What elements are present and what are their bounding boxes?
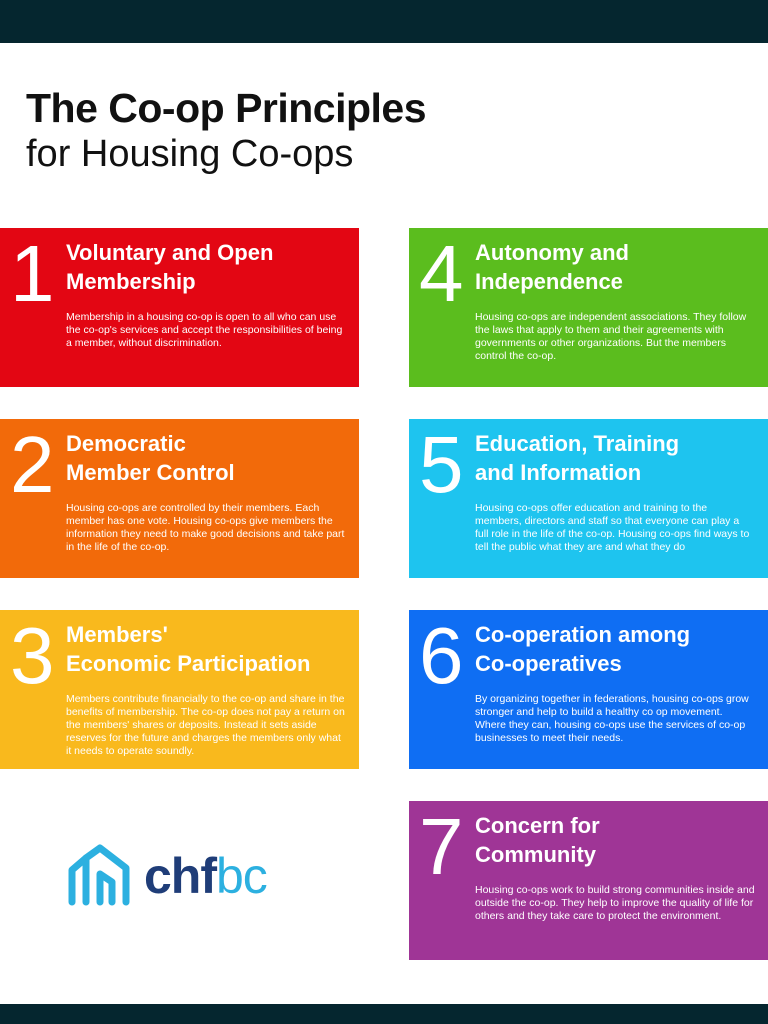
logo-part-chf: chf — [144, 848, 216, 904]
heading-line: and Information — [475, 460, 642, 485]
principle-card-5 — [409, 419, 768, 578]
heading-line: Co-operation among — [475, 622, 691, 647]
heading-line: Community — [475, 842, 596, 867]
principle-number: 4 — [419, 229, 464, 318]
principle-description: Membership in a housing co-op is open to all who can use the co-op's services and accept the responsibilities of being a member, without discrimination. — [66, 311, 343, 349]
principle-number: 6 — [419, 611, 464, 700]
logo-wordmark — [144, 848, 267, 904]
heading-line: Independence — [475, 269, 623, 294]
principle-number: 1 — [10, 229, 55, 318]
principle-card-1 — [0, 228, 359, 387]
principle-heading — [66, 620, 351, 678]
heading-line: Autonomy and — [475, 240, 629, 265]
principle-description: Housing co-ops work to build strong communities inside and outside the co-op. They help to improve the quality of life for others and they take care to protect the environment. — [475, 884, 755, 922]
logo-part-bc: bc — [216, 848, 267, 904]
principle-description: Housing co-ops offer education and training to the members, directors and staff so that everyone can play a full role in the life of the co-op. Housing co-ops find ways to tell the public what they are and what they do — [475, 502, 750, 553]
heading-line: Education, Training — [475, 431, 680, 456]
principle-heading — [475, 620, 760, 678]
principle-card-6 — [409, 610, 768, 769]
principle-description: By organizing together in federations, housing co-ops grow stronger and help to build a healthy co op movement. Where they can, housing co-ops use the services of co-op businesses to meet their needs. — [475, 693, 749, 744]
heading-line: Voluntary and Open — [66, 240, 274, 265]
heading-line: Concern for — [475, 813, 600, 838]
heading-line: Membership — [66, 269, 196, 294]
principle-card-2 — [0, 419, 359, 578]
principle-card-3 — [0, 610, 359, 769]
page-title-line1: The Co-op Principles — [26, 85, 427, 131]
heading-line: Members' — [66, 622, 168, 647]
principle-number: 5 — [419, 420, 464, 509]
principle-description: Housing co-ops are controlled by their members. Each member has one vote. Housing co-ops give members the information they need to make good decisions and take part in the life of the co-op. — [66, 502, 345, 553]
page-title — [26, 84, 426, 176]
page-title-line2: for Housing Co-ops — [26, 133, 354, 175]
house-icon — [64, 844, 136, 910]
heading-line: Democratic — [66, 431, 186, 456]
principle-number: 2 — [10, 420, 55, 509]
principle-card-4 — [409, 228, 768, 387]
chfbc-logo — [64, 844, 314, 910]
principle-card-7 — [409, 801, 768, 960]
principle-heading — [475, 429, 760, 487]
top-bar — [0, 0, 768, 43]
principle-description: Members contribute financially to the co-op and share in the benefits of membership. The co-op does not pay a return on the members' shares or deposits. Instead it sets aside reserves for the future and charges the members only what it needs to operate soundly. — [66, 693, 345, 757]
principle-description: Housing co-ops are independent associations. They follow the laws that apply to them and their agreements with governments or other organizations. But the members control the co-op. — [475, 311, 747, 362]
principle-number: 7 — [419, 802, 464, 891]
principle-heading — [66, 429, 351, 487]
principle-heading — [66, 238, 351, 296]
principle-number: 3 — [10, 611, 55, 700]
heading-line: Member Control — [66, 460, 235, 485]
bottom-bar — [0, 1004, 768, 1024]
principle-heading — [475, 238, 760, 296]
heading-line: Economic Participation — [66, 651, 311, 676]
principle-heading — [475, 811, 760, 869]
heading-line: Co-operatives — [475, 651, 622, 676]
